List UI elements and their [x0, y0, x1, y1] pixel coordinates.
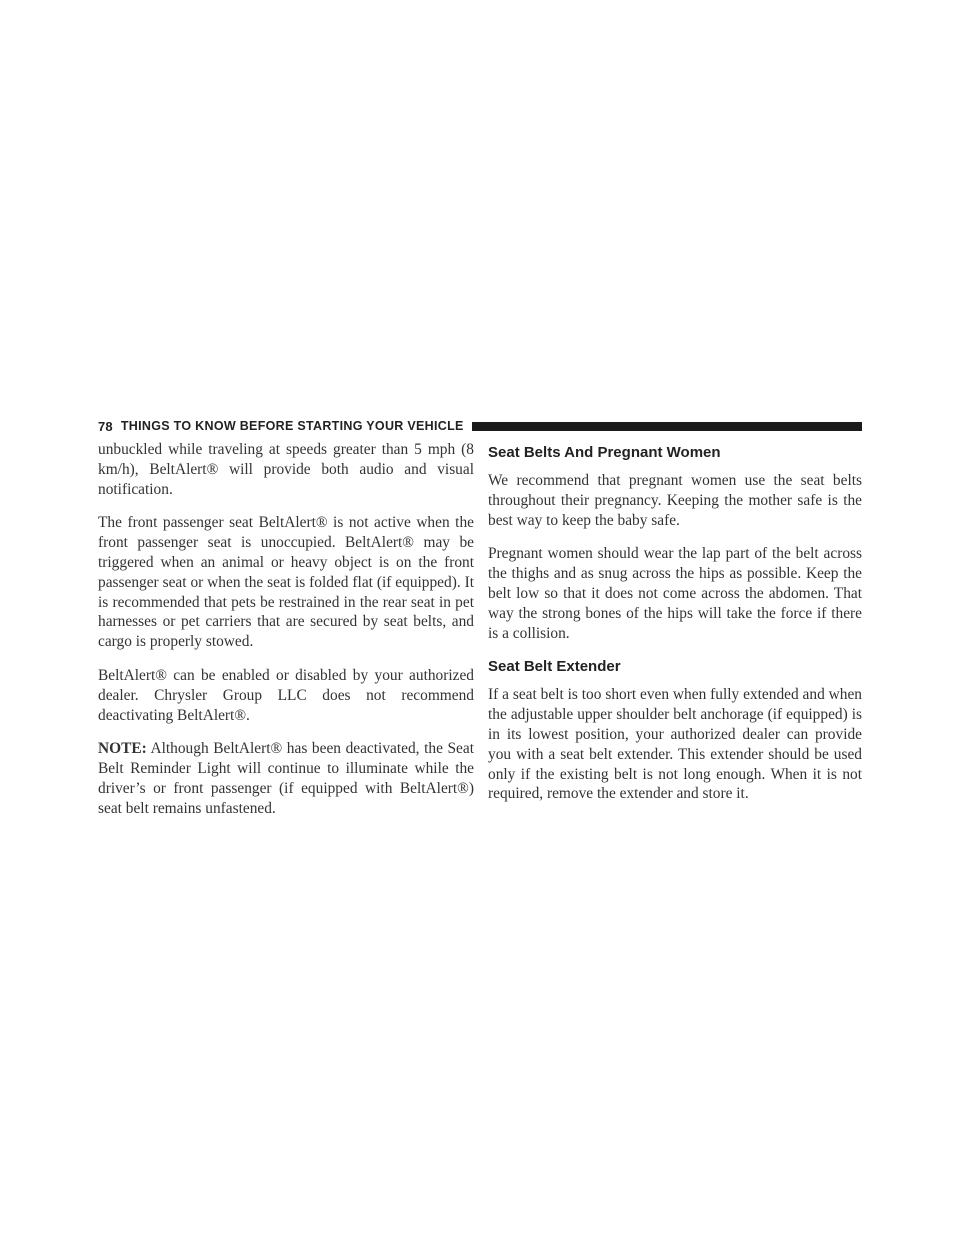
right-column [488, 440, 862, 818]
note-paragraph [98, 739, 474, 818]
page-header [98, 415, 862, 437]
page-number: 78 [98, 418, 113, 434]
heading-belt-extender: Seat Belt Extender [488, 658, 621, 676]
header-rule [472, 422, 862, 431]
paragraph-beltalert-speed: unbuckled while traveling at speeds greater than 5 mph (8 km/h), BeltAlert® will provide both audio and visual notification. [98, 441, 474, 498]
paragraph-enable-disable: BeltAlert® can be enabled or disabled by your authorized dealer. Chrysler Group LLC does not recommend deactivating BeltAlert®. [98, 666, 474, 724]
paragraph-lap-belt: Pregnant women should wear the lap part of the belt across the thighs and as snug across the hips as possible. Keep the belt low so that it does not come across the abdomen. That way the strong bones of the hips will take the force if there is a collision. [488, 545, 862, 642]
paragraph-pregnancy-recommend: We recommend that pregnant women use the seat belts throughout their pregnancy. Keeping the mother safe is the best way to keep the baby safe. [488, 472, 862, 529]
paragraph-extender: If a seat belt is too short even when fully extended and when the adjustable upper shoulder belt anchorage (if equipped) is in its lowest position, your authorized dealer can provide you with a seat belt extender. This extender should be used only if the existing belt is not long enough. When it is not required, remove the extender and store it. [488, 686, 862, 803]
left-column [98, 440, 474, 833]
note-label: NOTE: [98, 740, 147, 758]
paragraph-passenger-seat: The front passenger seat BeltAlert® is not active when the front passenger seat is unoccupied. BeltAlert® may be triggered when an animal or heavy object is on the front passenger seat or when the seat is folded flat (if equipped). It is recommended that pets be restrained in the rear seat in pet harnesses or pet carriers that are secured by seat belts, and cargo is properly stowed. [98, 514, 474, 651]
note-text: Although BeltAlert® has been deactivated, the Seat Belt Reminder Light will continue to illuminate while the driver’s or front passenger (if equipped with BeltAlert®) seat belt remains unfastened. [98, 740, 474, 817]
section-title: THINGS TO KNOW BEFORE STARTING YOUR VEHICLE [120, 419, 464, 433]
heading-pregnant-women: Seat Belts And Pregnant Women [488, 444, 721, 461]
